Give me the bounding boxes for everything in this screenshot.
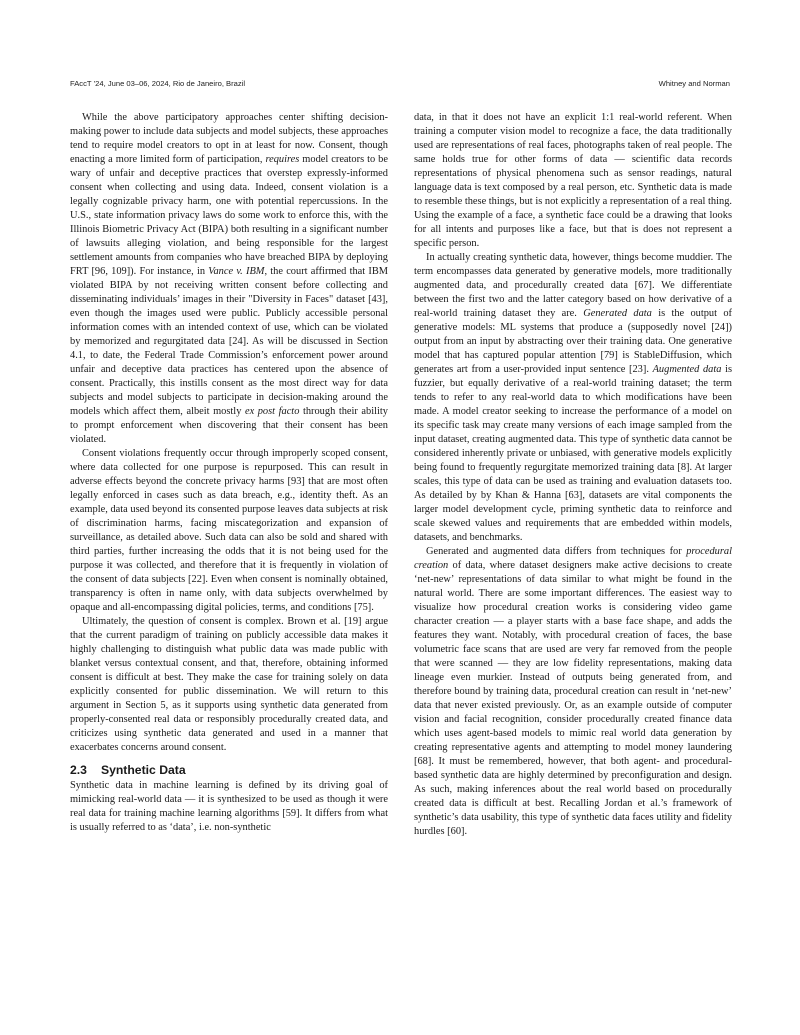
section-title: Synthetic Data [100,763,186,777]
right-column [414,111,732,839]
section-heading [70,763,388,777]
header-authors: Whitney and Norman [658,79,730,88]
running-head [70,79,730,88]
header-venue: FAccT ’24, June 03–06, 2024, Rio de Janeiro, Brazil [70,79,246,88]
paragraph-synthetic-continued: data, in that it does not have an explicit 1:1 real-world referent. When training a computer vision model to recognize a face, the data traditionally used are representations of real faces, photographs taken of real people. The same holds true for other forms of data — scientific data records representations of physical phenomena such as sensor readings, natural language data is text composed by a real person, etc. Synthetic data is made to resemble these things, but is not explicitly a representation of a real thing. Using the example of a face, a synthetic face could be a drawing that looks for all intents and purposes like a face, but that is does not represent a specific person. [414,112,732,249]
section-number: 2.3 [70,763,87,777]
paragraph-generated-data: In actually creating synthetic data, however, things become muddier. The term encompasses data generated by generative models, more traditionally augmented data, and procedurally created data [67]. We differentiate between the first two and the latter category based on how derivative of a real-world training dataset they are. Generated data is the output of generative models: ML systems that produce a (supposedly novel [24]) output from an input by abstracting over their training data. One generative model that has captured popular attention [79] is StableDiffusion, which generates art from a user-provided input sentence [23]. Augmented data is fuzzier, but equally derivative of a real-world training dataset; the term tends to refer to any real-world data to which modifications have been made. A model creator seeking to increase the performance of a model on its specific task may create many versions of each image sampled from the input dataset, creating augmented data. This type of synthetic data cannot be considered inherently private or unbiased, with generative models explicitly being found to frequently regurgitate memorized training data [8]. At larger scales, this type of data can be used as training and evaluation datasets too. As detailed by by Khan & Hanna [63], datasets are vital components the larger model development cycle, priming synthetic data to reinforce and scale skewed values and requirements that are embedded within models, datasets, and benchmarks. [414,252,732,543]
left-column [70,111,388,835]
paragraph-consent-complex: Ultimately, the question of consent is complex. Brown et al. [19] argue that the current paradigm of training on publicly accessible data makes it highly challenging to distinguish what public data was made public with blanket versus contextual consent, and that, therefore, obtaining informed consent is difficult at best. They make the case for training solely on data explicitly consented for public dissemination. We will return to this argument in Section 5, as it supports using synthetic data generated from properly-consented real data or responsibly procedurally created data, and criticizes using synthetic data generated and used in a manner that exacerbates concerns around consent. [70,616,388,753]
paragraph-consent-violations: Consent violations frequently occur through improperly scoped consent, where data collected for one purpose is repurposed. This can result in adverse effects beyond the concrete privacy harms [93] that are most often legally enforced in cases such as data breach, e.g., identity theft. As an example, data used beyond its consented purpose leaves data subjects at risk of discrimination harms, facing miscategorization and expansion of surveillance, as detailed above. Such data can also be sold and shared with third parties, further increasing the odds that it is not being used for the purpose it was collected, and therefore that it is frequently in violation of the consent of data subjects [22]. Even when consent is nominally obtained, transparency is often in name only, with data subjects overwhelmed by opaque and all-encompassing digital policies, terms, and conditions [75]. [70,448,388,613]
paragraph-consent-intro: While the above participatory approaches center shifting decision-making power to include data subjects and model subjects, these approaches tend to require model creators to opt in at least for now. Consent, though enacting a more limited form of participation, requires model creators to be wary of unfair and deceptive practices that overstep expressly-informed consent when collecting and using data. Indeed, consent violation is a legally cognizable privacy harm, one with potential repercussions. In the U.S., state information privacy laws do some work to enforce this, with the Illinois Biometric Privacy Act (BIPA) both resulting in a significant number of lawsuits alleging violation, and being responsible for the largest settlement amounts from companies who have breached BIPA by deploying FRT [96, 109]). For instance, in Vance v. IBM, the court affirmed that IBM violated BIPA by not receiving written consent before collecting and disseminating individuals’ images in their "Diversity in Faces" dataset [43], even though the images used were public. Publicly accessible personal information comes with an intended context of use, which can be violated by memorized and regurgitated data [24]. As will be discussed in Section 4.1, to date, the Federal Trade Commission’s enforcement power around unfair and deceptive data practices has centered upon the absence of consent. Practically, this instills consent as the most direct way for data subjects and model subjects to participate in decision-making around the models which affect them, albeit mostly ex post facto through their ability to prompt enforcement when discovering that their consent has been violated. [70,112,388,445]
paragraph-procedural-creation: Generated and augmented data differs from techniques for procedural creation of data, where dataset designers make active decisions to create ‘net-new’ representations of data similar to what might be found in the natural world. There are some important differences. The easiest way to visualize how procedural creation works is considering video game character creation — a player starts with a base face shape, and adds the features they want. Notably, with procedural creation of faces, the base volumetric face scans that are used are very far removed from the people that were scanned — they are low fidelity representations, making data lineage even murkier. Instead of outputs being generated from, and therefore bound by training data, procedural creation can result in ‘net-new’ data that never existed previously. Or, as an example outside of computer vision and facial recognition, consider procedurally created finance data which uses agent-based models to mimic real world data generation by creating representative agents and attempting to model money laundering [68]. It must be remembered, however, that both agent- and procedural-based synthetic data are highly determined by preconfiguration and design. As such, making inferences about the real world based on procedurally created data is difficult at best. Recalling Jordan et al.’s framework of synthetic’s data usability, this type of synthetic data faces utility and fidelity hurdles [60]. [414,546,732,837]
paragraph-synthetic-definition: Synthetic data in machine learning is defined by its driving goal of mimicking real-world data — it is synthesized to be used as though it were real data for training machine learning algorithms [59]. It differs from what is usually referred to as ‘data’, i.e. non-synthetic [70,780,388,833]
